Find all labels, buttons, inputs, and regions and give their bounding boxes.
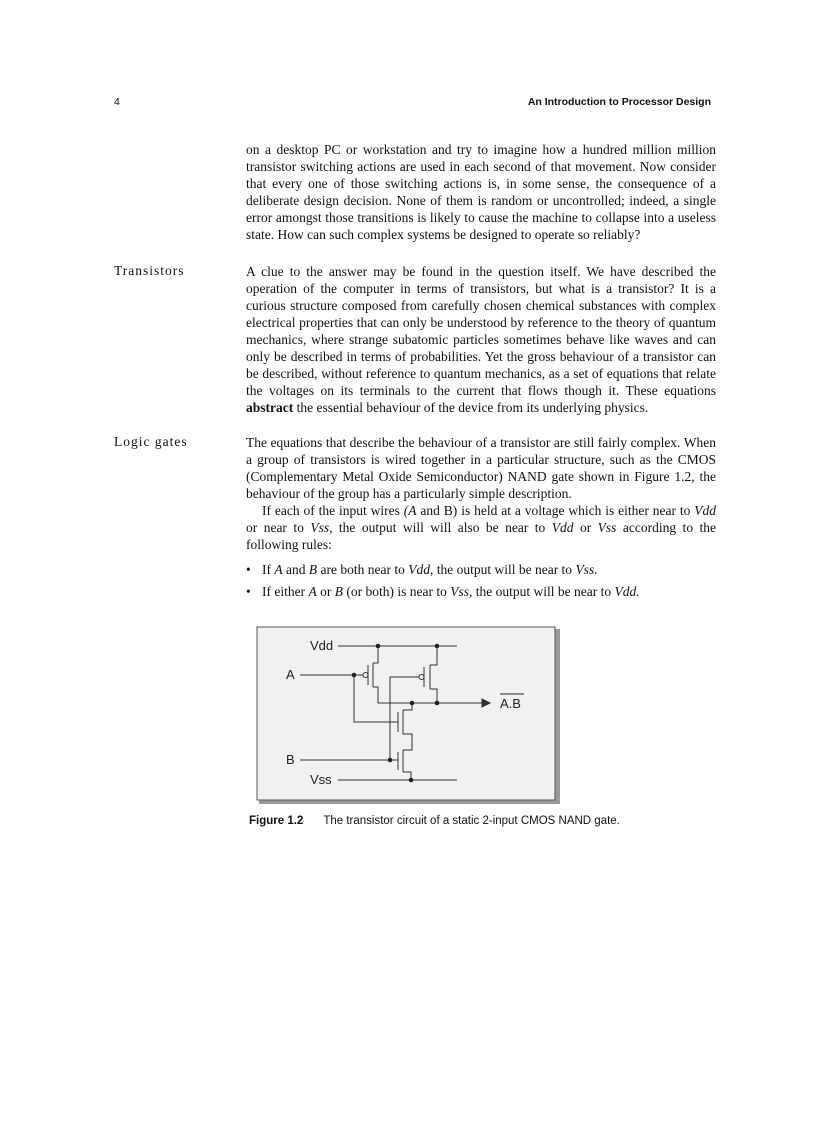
running-title: An Introduction to Processor Design [527, 96, 711, 108]
intro-paragraph: on a desktop PC or workstation and try to imagine how a hundred million million transistor switching actions are used in each second of that movement. Now consider that every one of those switching actions is, in some sense, the consequence of a deliberate design decision. None of them is random or uncontrolled; indeed, a single error amongst those transitions is likely to cause the machine to collapse into a useless state. How can such complex systems be designed to operate so reliably? [246, 142, 716, 242]
transistors-paragraph: A clue to the answer may be found in the question itself. We have described the operation of the computer in terms of transistors, but what is a transistor? It is a curious structure composed from carefully chosen chemical substances with complex electrical properties that can only be understood by reference to the theory of quantum mechanics, where strange subatomic particles sometimes behave like waves and can only be described in terms of probabilities. Yet the gross behaviour of a transistor can be described, without reference to quantum mechanics, as a set of equations that relate the voltages on its terminals to the current that flows though it. These equations abstract the essential behaviour of the device from its underlying physics. [246, 264, 716, 415]
logic-gates-section [246, 434, 716, 605]
input-paragraph: If each of the input wires (A and B) is held at a voltage which is either near to Vdd or near to Vss, the output will will also be near to Vdd or Vss according to the following rules: [246, 503, 717, 552]
vdd-label: Vdd [310, 638, 334, 653]
margin-heading-logic-gates: Logic gates [114, 434, 188, 449]
rule-item: • If either A or B (or both) is near to Vss, the output will be near to Vdd. [246, 583, 716, 600]
output-label: A.B [500, 696, 521, 711]
figure-caption: Figure 1.2 The transistor circuit of a static 2-input CMOS NAND gate. [249, 815, 620, 827]
logic-gates-paragraph: The equations that describe the behaviour of a transistor are still fairly complex. When a group of transistors is wired together in a particular structure, such as the CMOS (Complementary Metal Oxide Semiconductor) NAND gate shown in Figure 1.2, the behaviour of the group has a particularly simple description. [246, 435, 716, 501]
nand-gate-circuit-diagram [250, 620, 560, 810]
input-a-label: A [286, 667, 295, 682]
vss-label: Vss [310, 772, 332, 787]
rules-list [246, 561, 716, 600]
rule-item: • If A and B are both near to Vdd, the output will be near to Vss. [246, 561, 716, 578]
page-number: 4 [114, 96, 120, 108]
input-b-label: B [286, 752, 295, 767]
margin-heading-transistors: Transistors [114, 263, 185, 278]
